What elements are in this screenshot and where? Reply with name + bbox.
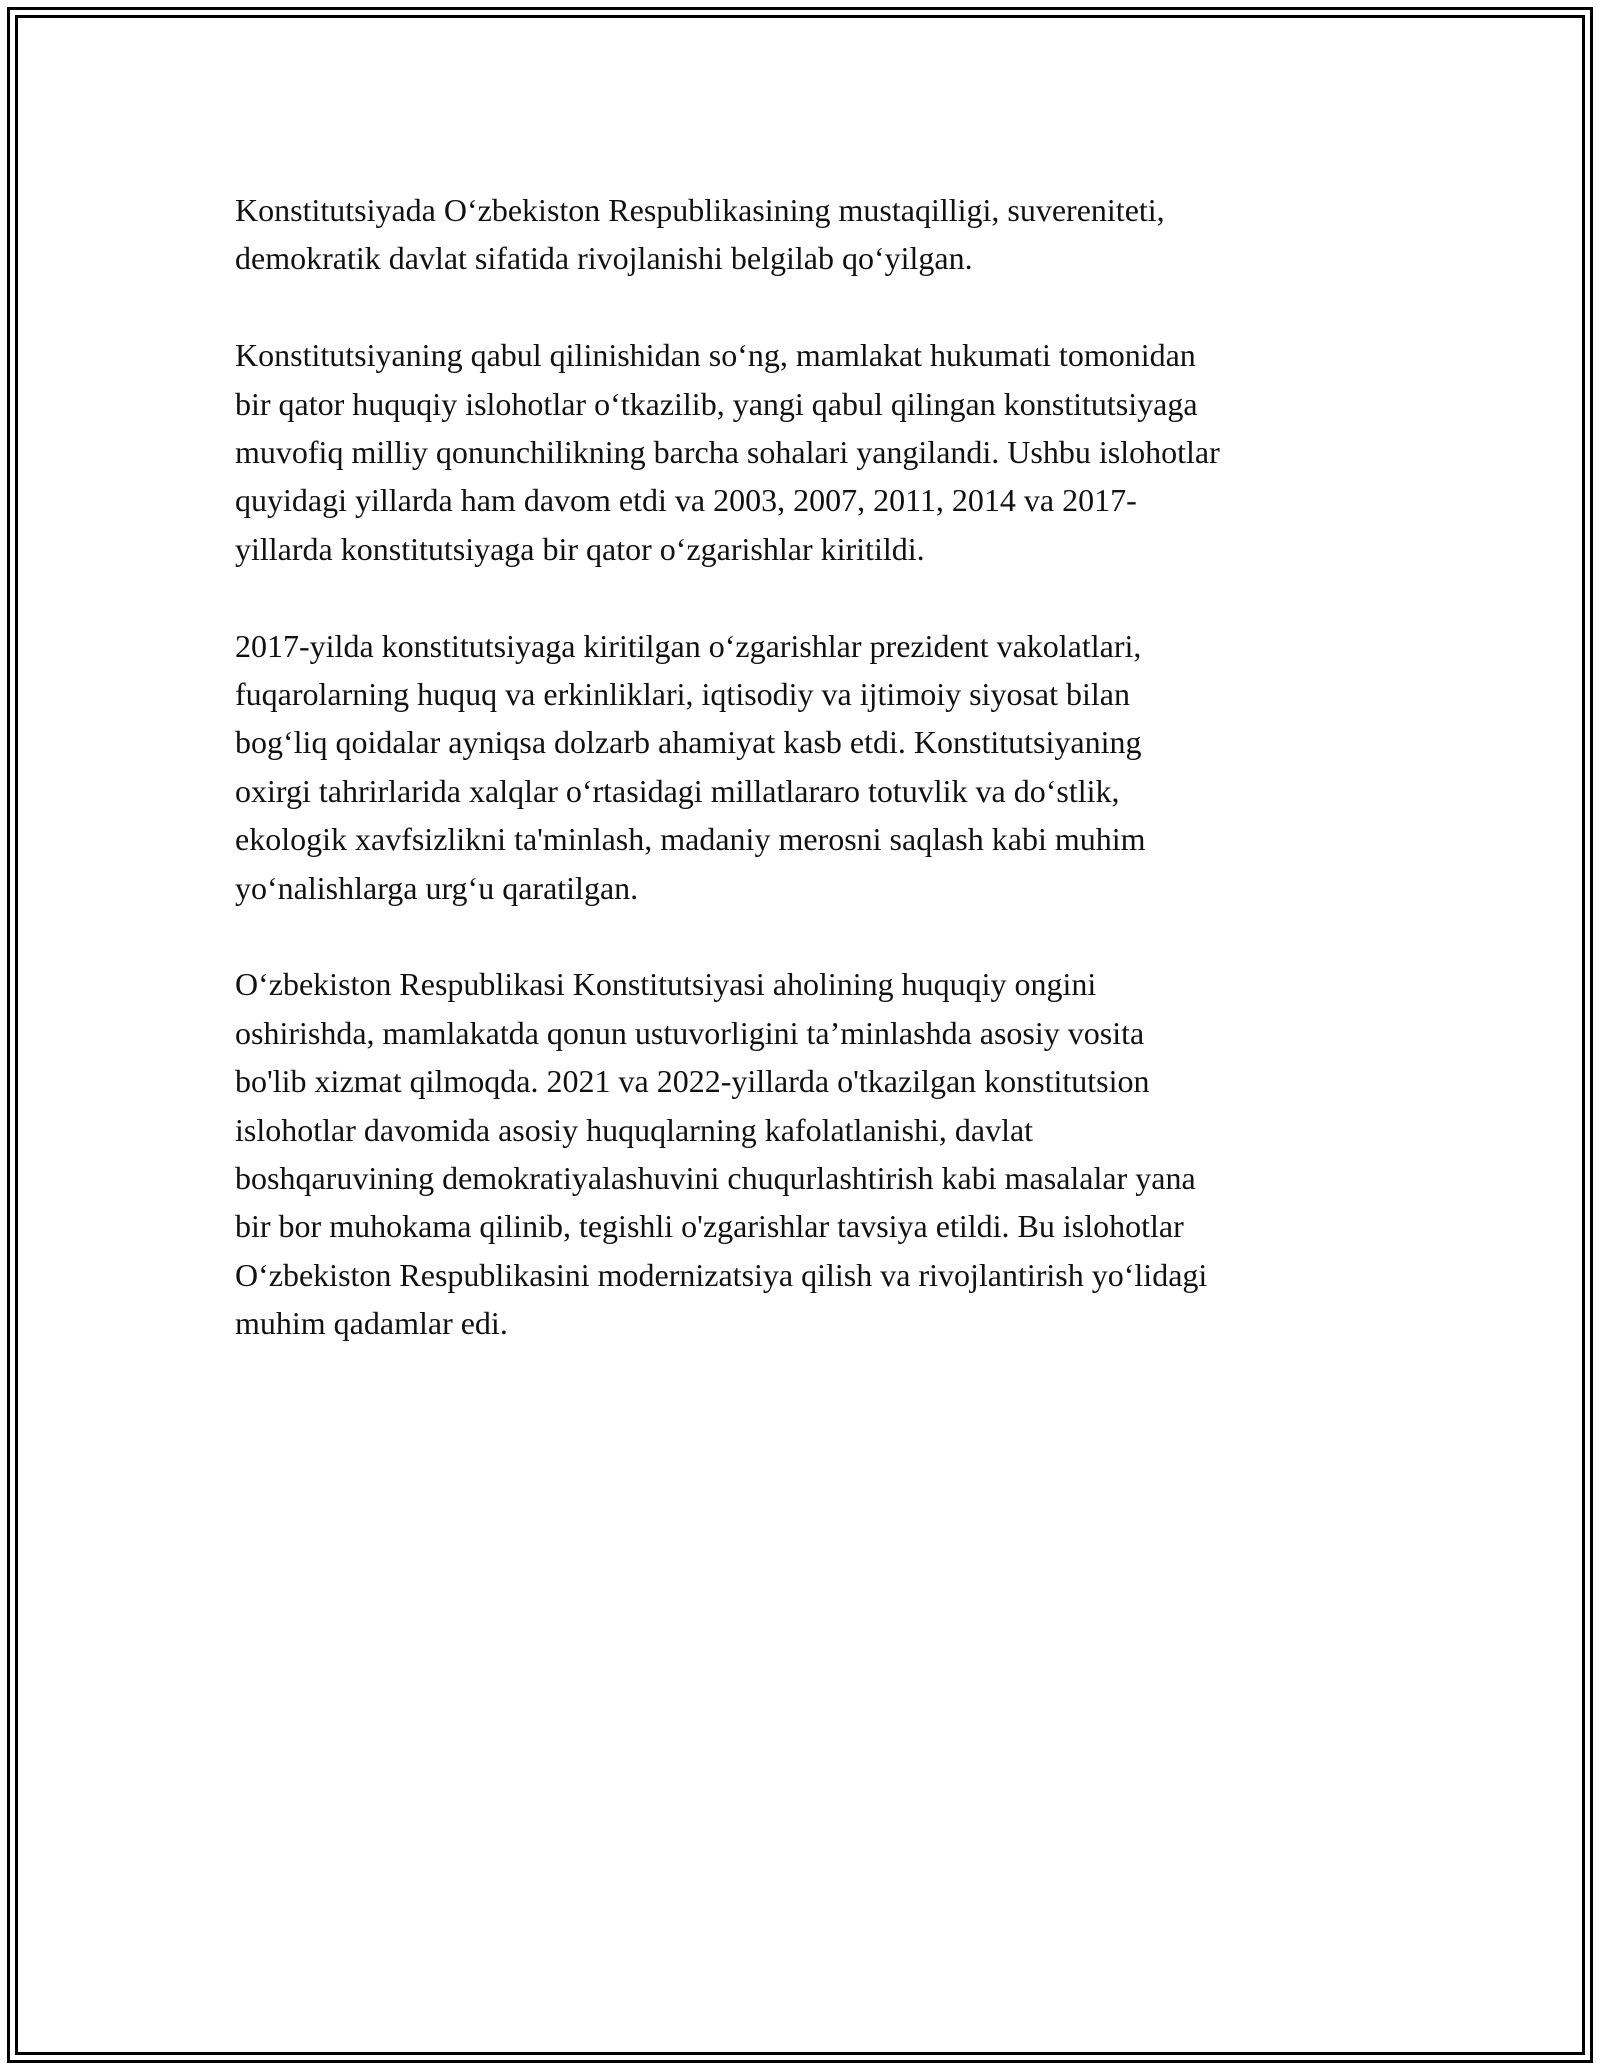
paragraph-1 [235,186,1385,283]
text-line: bog‘liq qoidalar ayniqsa dolzarb ahamiyat kasb etdi. Konstitutsiyaning [235,724,1142,761]
text-line: oshirishda, mamlakatda qonun ustuvorligini ta’minlashda asosiy vosita [235,1014,1145,1051]
text-line: bir qator huquqiy islohotlar o‘tkazilib, yangi qabul qilingan konstitutsiyaga [235,385,1198,422]
text-line: bir bor muhokama qilinib, tegishli o'zgarishlar tavsiya etildi. Bu islohotlar [235,1208,1184,1245]
text-line: ekologik xavfsizlikni ta'minlash, madaniy merosni saqlash kabi muhim [235,821,1146,858]
text-line: O‘zbekiston Respublikasini modernizatsiya qilish va rivojlantirish yo‘lidagi [235,1256,1208,1293]
paragraph-3 [235,622,1385,912]
paragraph-2 [235,331,1385,573]
document-body [235,186,1385,1396]
text-line: muvofiq milliy qonunchilikning barcha sohalari yangilandi. Ushbu islohotlar [235,434,1220,471]
text-line: Konstitutsiyaning qabul qilinishidan so‘ng, mamlakat hukumati tomonidan [235,337,1196,374]
text-line: yillarda konstitutsiyaga bir qator o‘zgarishlar kiritildi. [235,530,925,567]
text-line: quyidagi yillarda ham davom etdi va 2003, 2007, 2011, 2014 va 2017- [235,482,1137,519]
text-line: O‘zbekiston Respublikasi Konstitutsiyasi aholining huquqiy ongini [235,966,1097,1003]
text-line: muhim qadamlar edi. [235,1305,508,1342]
text-line: oxirgi tahrirlarida xalqlar o‘rtasidagi millatlararo totuvlik va do‘stlik, [235,772,1120,809]
text-line: fuqarolarning huquq va erkinliklari, iqtisodiy va ijtimoiy siyosat bilan [235,676,1130,713]
text-line: boshqaruvining demokratiyalashuvini chuqurlashtirish kabi masalalar yana [235,1160,1196,1197]
text-line: yo‘nalishlarga urg‘u qaratilgan. [235,869,639,906]
paragraph-4 [235,960,1385,1347]
text-line: demokratik davlat sifatida rivojlanishi belgilab qo‘yilgan. [235,240,973,277]
text-line: 2017-yilda konstitutsiyaga kiritilgan o‘zgarishlar prezident vakolatlari, [235,627,1142,664]
text-line: Konstitutsiyada O‘zbekiston Respublikasining mustaqilligi, suvereniteti, [235,192,1165,228]
text-line: islohotlar davomida asosiy huquqlarning kafolatlanishi, davlat [235,1111,1034,1148]
text-line: bo'lib xizmat qilmoqda. 2021 va 2022-yillarda o'tkazilgan konstitutsion [235,1063,1150,1100]
